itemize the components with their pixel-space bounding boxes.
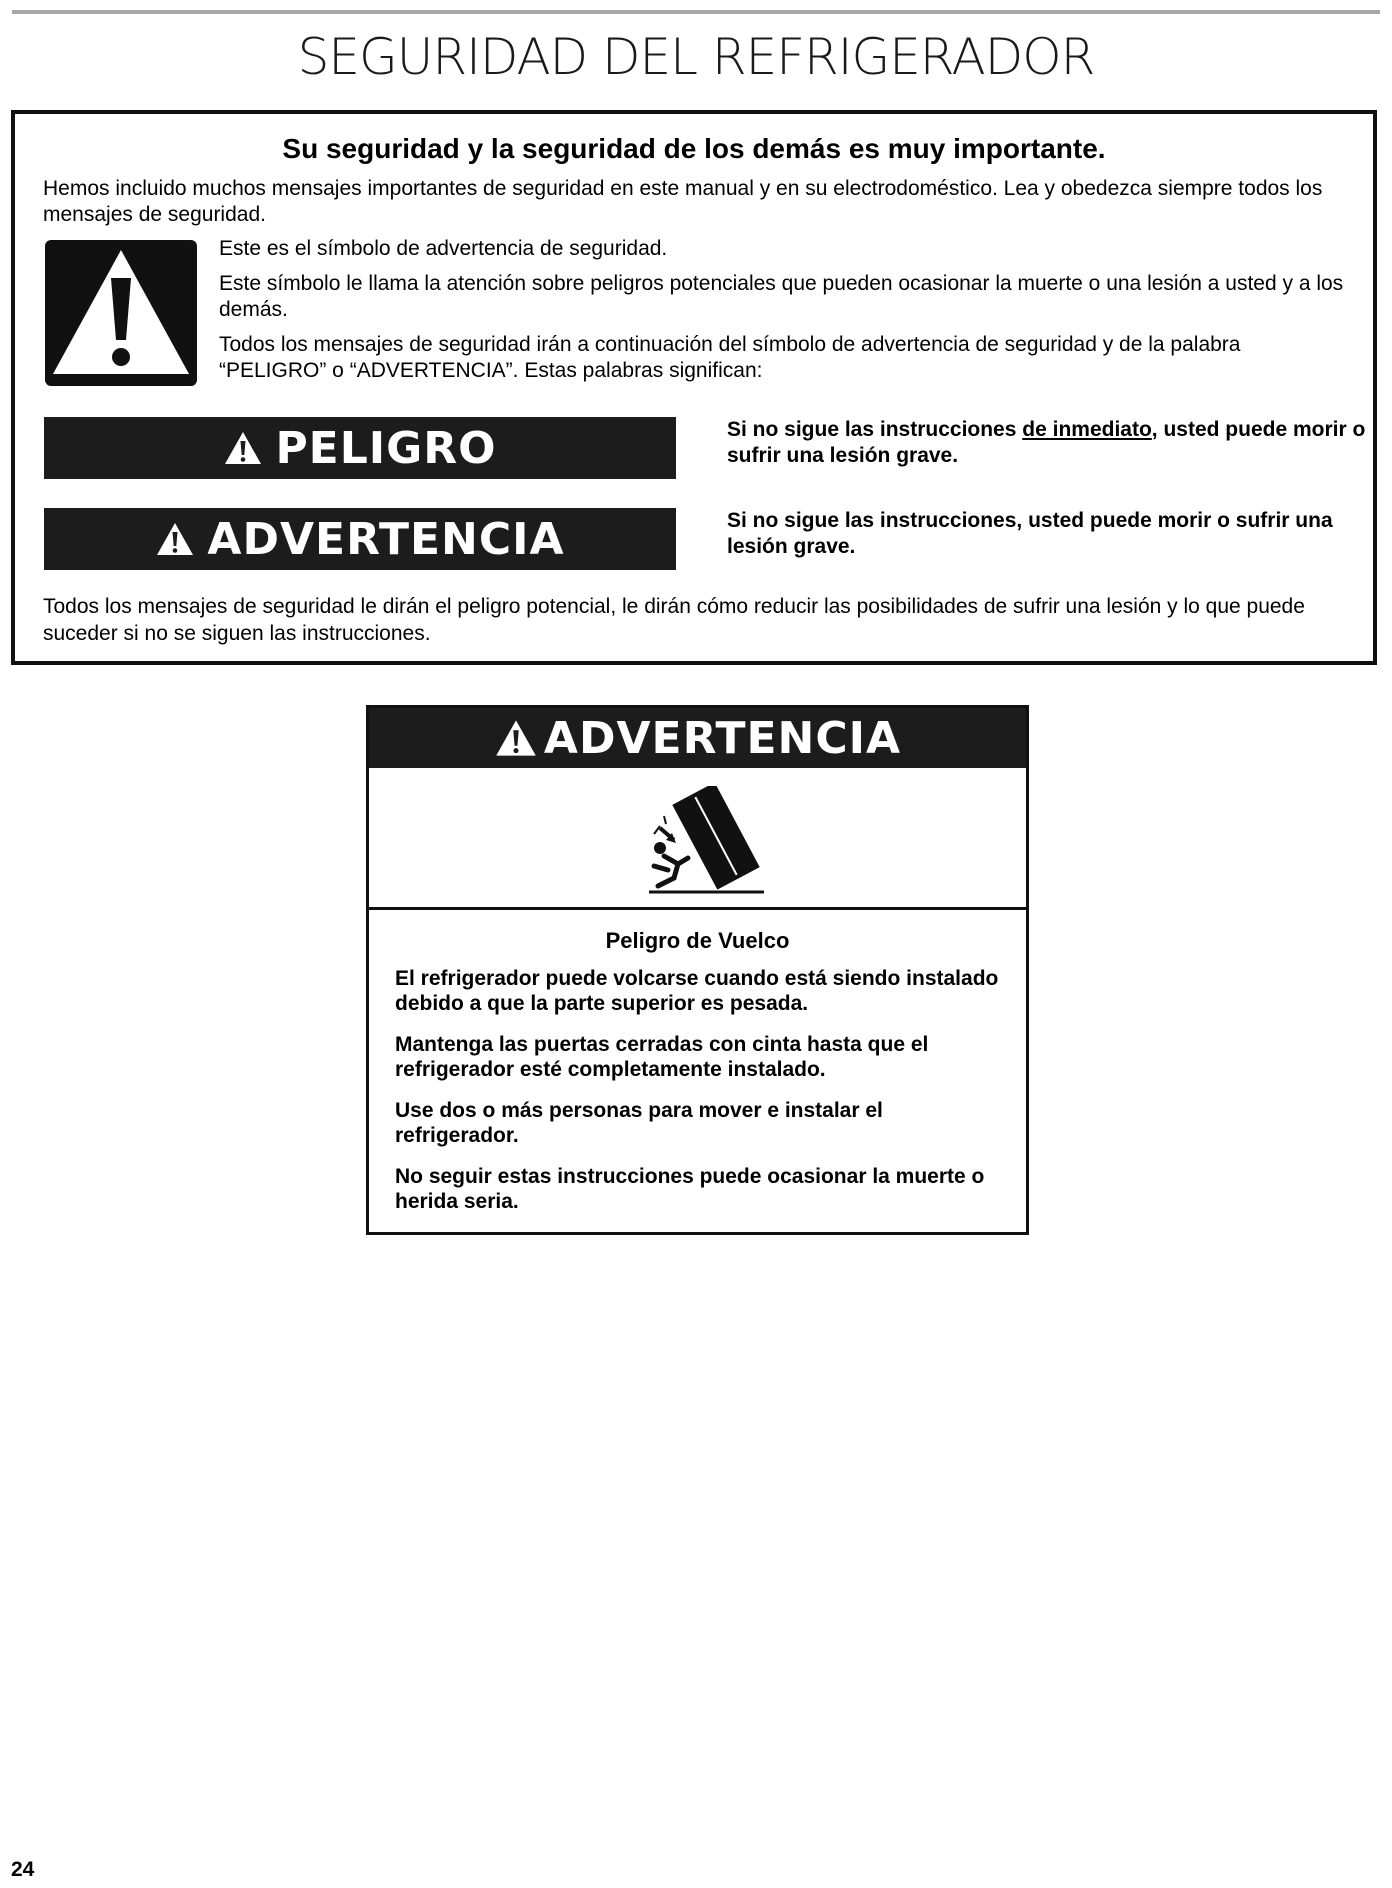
advertencia-word: ADVERTENCIA bbox=[207, 513, 565, 565]
peligro-word: PELIGRO bbox=[275, 422, 497, 474]
safety-intro: Hemos incluido muchos mensajes importantes de seguridad en este manual y en su electrodoméstico. Lea y obedezca siempre todos los mensajes de seguridad. bbox=[43, 177, 1323, 226]
hazard-line: Mantenga las puertas cerradas con cinta hasta que el refrigerador esté completamente instalado. bbox=[395, 1033, 929, 1081]
peligro-desc-underlined: de inmediato bbox=[1022, 418, 1152, 441]
hazard-instructions bbox=[395, 966, 1005, 1230]
safety-info-box bbox=[11, 110, 1377, 665]
symbol-line: Este símbolo le llama la atención sobre peligros potenciales que pueden ocasionar la muerte o una lesión a usted y a los demás. bbox=[219, 272, 1344, 321]
safety-closing: Todos los mensajes de seguridad le dirán el peligro potencial, le dirán cómo reducir las posibilidades de sufrir una lesión y lo que puede suceder si no se siguen las instrucciones. bbox=[43, 595, 1305, 645]
hazard-line: No seguir estas instrucciones puede ocasionar la muerte o herida seria. bbox=[395, 1165, 985, 1213]
advertencia-signal-bar bbox=[44, 508, 676, 570]
peligro-desc-part: Si no sigue las instrucciones bbox=[727, 418, 1023, 441]
warning-triangle-icon bbox=[223, 430, 263, 466]
tip-over-icon bbox=[644, 786, 769, 896]
symbol-line: Todos los mensajes de seguridad irán a continuación del símbolo de advertencia de seguridad y de la palabra “PELIGRO” o “ADVERTENCIA”. Estas palabras significan: bbox=[219, 333, 1241, 382]
hazard-line: El refrigerador puede volcarse cuando está siendo instalado debido a que la parte superior es pesada. bbox=[395, 967, 999, 1015]
page-number: 24 bbox=[11, 1858, 35, 1881]
safety-alert-symbol-icon bbox=[45, 240, 197, 386]
advertencia-description: Si no sigue las instrucciones, usted puede morir o sufrir una lesión grave. bbox=[727, 509, 1333, 558]
tip-over-warning-box bbox=[366, 705, 1029, 1235]
top-rule bbox=[12, 10, 1380, 14]
peligro-description bbox=[727, 417, 1367, 469]
peligro-desc-part: , usted puede morir o sufrir una lesión grave. bbox=[727, 418, 1366, 467]
warning-triangle-icon bbox=[494, 718, 538, 758]
warning-triangle-icon bbox=[155, 521, 195, 557]
hazard-line: Use dos o más personas para mover e instalar el refrigerador. bbox=[395, 1099, 883, 1147]
warning-header-word: ADVERTENCIA bbox=[543, 712, 902, 764]
symbol-explanation bbox=[219, 236, 1349, 393]
hazard-title: Peligro de Vuelco bbox=[605, 928, 790, 953]
peligro-signal-bar bbox=[44, 417, 676, 479]
pictogram-area bbox=[369, 768, 1026, 910]
warning-header bbox=[369, 708, 1026, 768]
symbol-line: Este es el símbolo de advertencia de seguridad. bbox=[219, 237, 668, 260]
page-title: SEGURIDAD DEL REFRIGERADOR bbox=[297, 28, 1095, 86]
safety-heading: Su seguridad y la seguridad de los demás es muy importante. bbox=[282, 133, 1106, 164]
